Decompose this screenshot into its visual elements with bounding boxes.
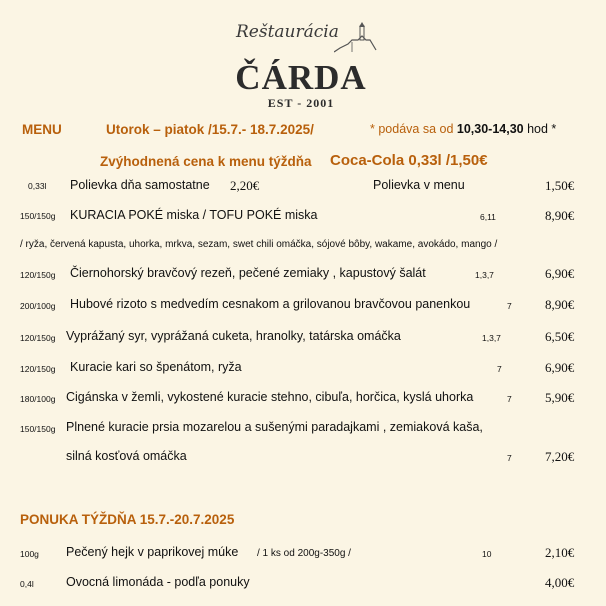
offer-size: 0,4l <box>20 579 34 589</box>
item-name: Plnené kuracie prsia mozarelou a sušenými paradajkami , zemiaková kaša, <box>66 420 483 434</box>
item-allergens: 6,11 <box>480 212 496 222</box>
item-name: Cigánska v žemli, vykostené kuracie stehno, cibuľa, horčica, kyslá uhorka <box>66 390 474 404</box>
item-price: 8,90€ <box>545 297 575 312</box>
offer-size: 100g <box>20 549 39 559</box>
item-size: 150/150g <box>20 211 56 221</box>
soup-size: 0,33l <box>28 181 47 191</box>
item-price: 8,90€ <box>545 208 575 223</box>
logo-est: EST - 2001 <box>267 96 335 110</box>
restaurant-logo <box>226 14 386 112</box>
item-size: 180/100g <box>20 394 56 404</box>
item-price: 6,90€ <box>545 360 575 375</box>
item-allergens: 7 <box>507 394 512 404</box>
item-name-cont: silná kosťová omáčka <box>66 449 187 463</box>
logo-script-text: Reštaurácia <box>236 22 339 42</box>
serve-post: hod * <box>523 122 557 136</box>
soup-menu-price: 1,50€ <box>545 178 575 193</box>
item-price: 6,90€ <box>545 266 575 281</box>
item-size: 120/150g <box>20 364 56 374</box>
poke-note: / ryža, červená kapusta, uhorka, mrkva, sezam, swet chili omáčka, sójové bôby, wakame, avokádo, mango / <box>20 239 498 250</box>
item-price: 7,20€ <box>545 449 575 464</box>
soup-name: Polievka dňa samostatne <box>70 178 210 192</box>
item-name: Vyprážaný syr, vyprážaná cuketa, hranolky, tatárska omáčka <box>66 329 401 343</box>
item-price: 6,50€ <box>545 329 575 344</box>
castle-icon <box>334 22 378 54</box>
soup-menu-name: Polievka v menu <box>373 178 465 192</box>
item-allergens: 7 <box>507 301 512 311</box>
offer-note: / 1 ks od 200g-350g / <box>257 548 351 559</box>
logo-name: ČÁRDA <box>235 58 367 97</box>
offer-price: 2,10€ <box>545 545 575 560</box>
menu-heading: MENU <box>22 122 62 137</box>
soup-price: 2,20€ <box>230 178 260 193</box>
offer-price: 4,00€ <box>545 575 575 590</box>
item-price: 5,90€ <box>545 390 575 405</box>
item-allergens: 1,3,7 <box>482 333 501 343</box>
item-name: Kuracie kari so špenátom, ryža <box>70 360 242 374</box>
offer-name: Pečený hejk v paprikovej múke <box>66 545 239 559</box>
promo-label: Zvýhodnená cena k menu týždňa <box>100 154 312 169</box>
promo-deal: Coca-Cola 0,33l /1,50€ <box>330 152 488 169</box>
item-name: Čiernohorský bravčový rezeň, pečené zemiaky , kapustový šalát <box>70 266 426 280</box>
item-allergens: 7 <box>497 364 502 374</box>
week-offer-title: PONUKA TÝŽDŇA 15.7.-20.7.2025 <box>20 512 235 527</box>
item-size: 150/150g <box>20 424 56 434</box>
item-size: 120/150g <box>20 333 56 343</box>
serve-pre: * podáva sa od <box>370 122 457 136</box>
item-allergens: 7 <box>507 453 512 463</box>
item-size: 200/100g <box>20 301 56 311</box>
item-size: 120/150g <box>20 270 56 280</box>
offer-allergens: 10 <box>482 549 492 559</box>
offer-name: Ovocná limonáda - podľa ponuky <box>66 575 250 589</box>
item-name: KURACIA POKÉ miska / TOFU POKÉ miska <box>70 208 318 222</box>
item-name: Hubové rizoto s medvedím cesnakom a grilovanou bravčovou panenkou <box>70 297 471 311</box>
menu-days: Utorok – piatok /15.7.- 18.7.2025/ <box>106 122 314 137</box>
serve-time-note <box>370 122 556 136</box>
item-allergens: 1,3,7 <box>475 270 494 280</box>
serve-time: 10,30-14,30 <box>456 122 524 136</box>
